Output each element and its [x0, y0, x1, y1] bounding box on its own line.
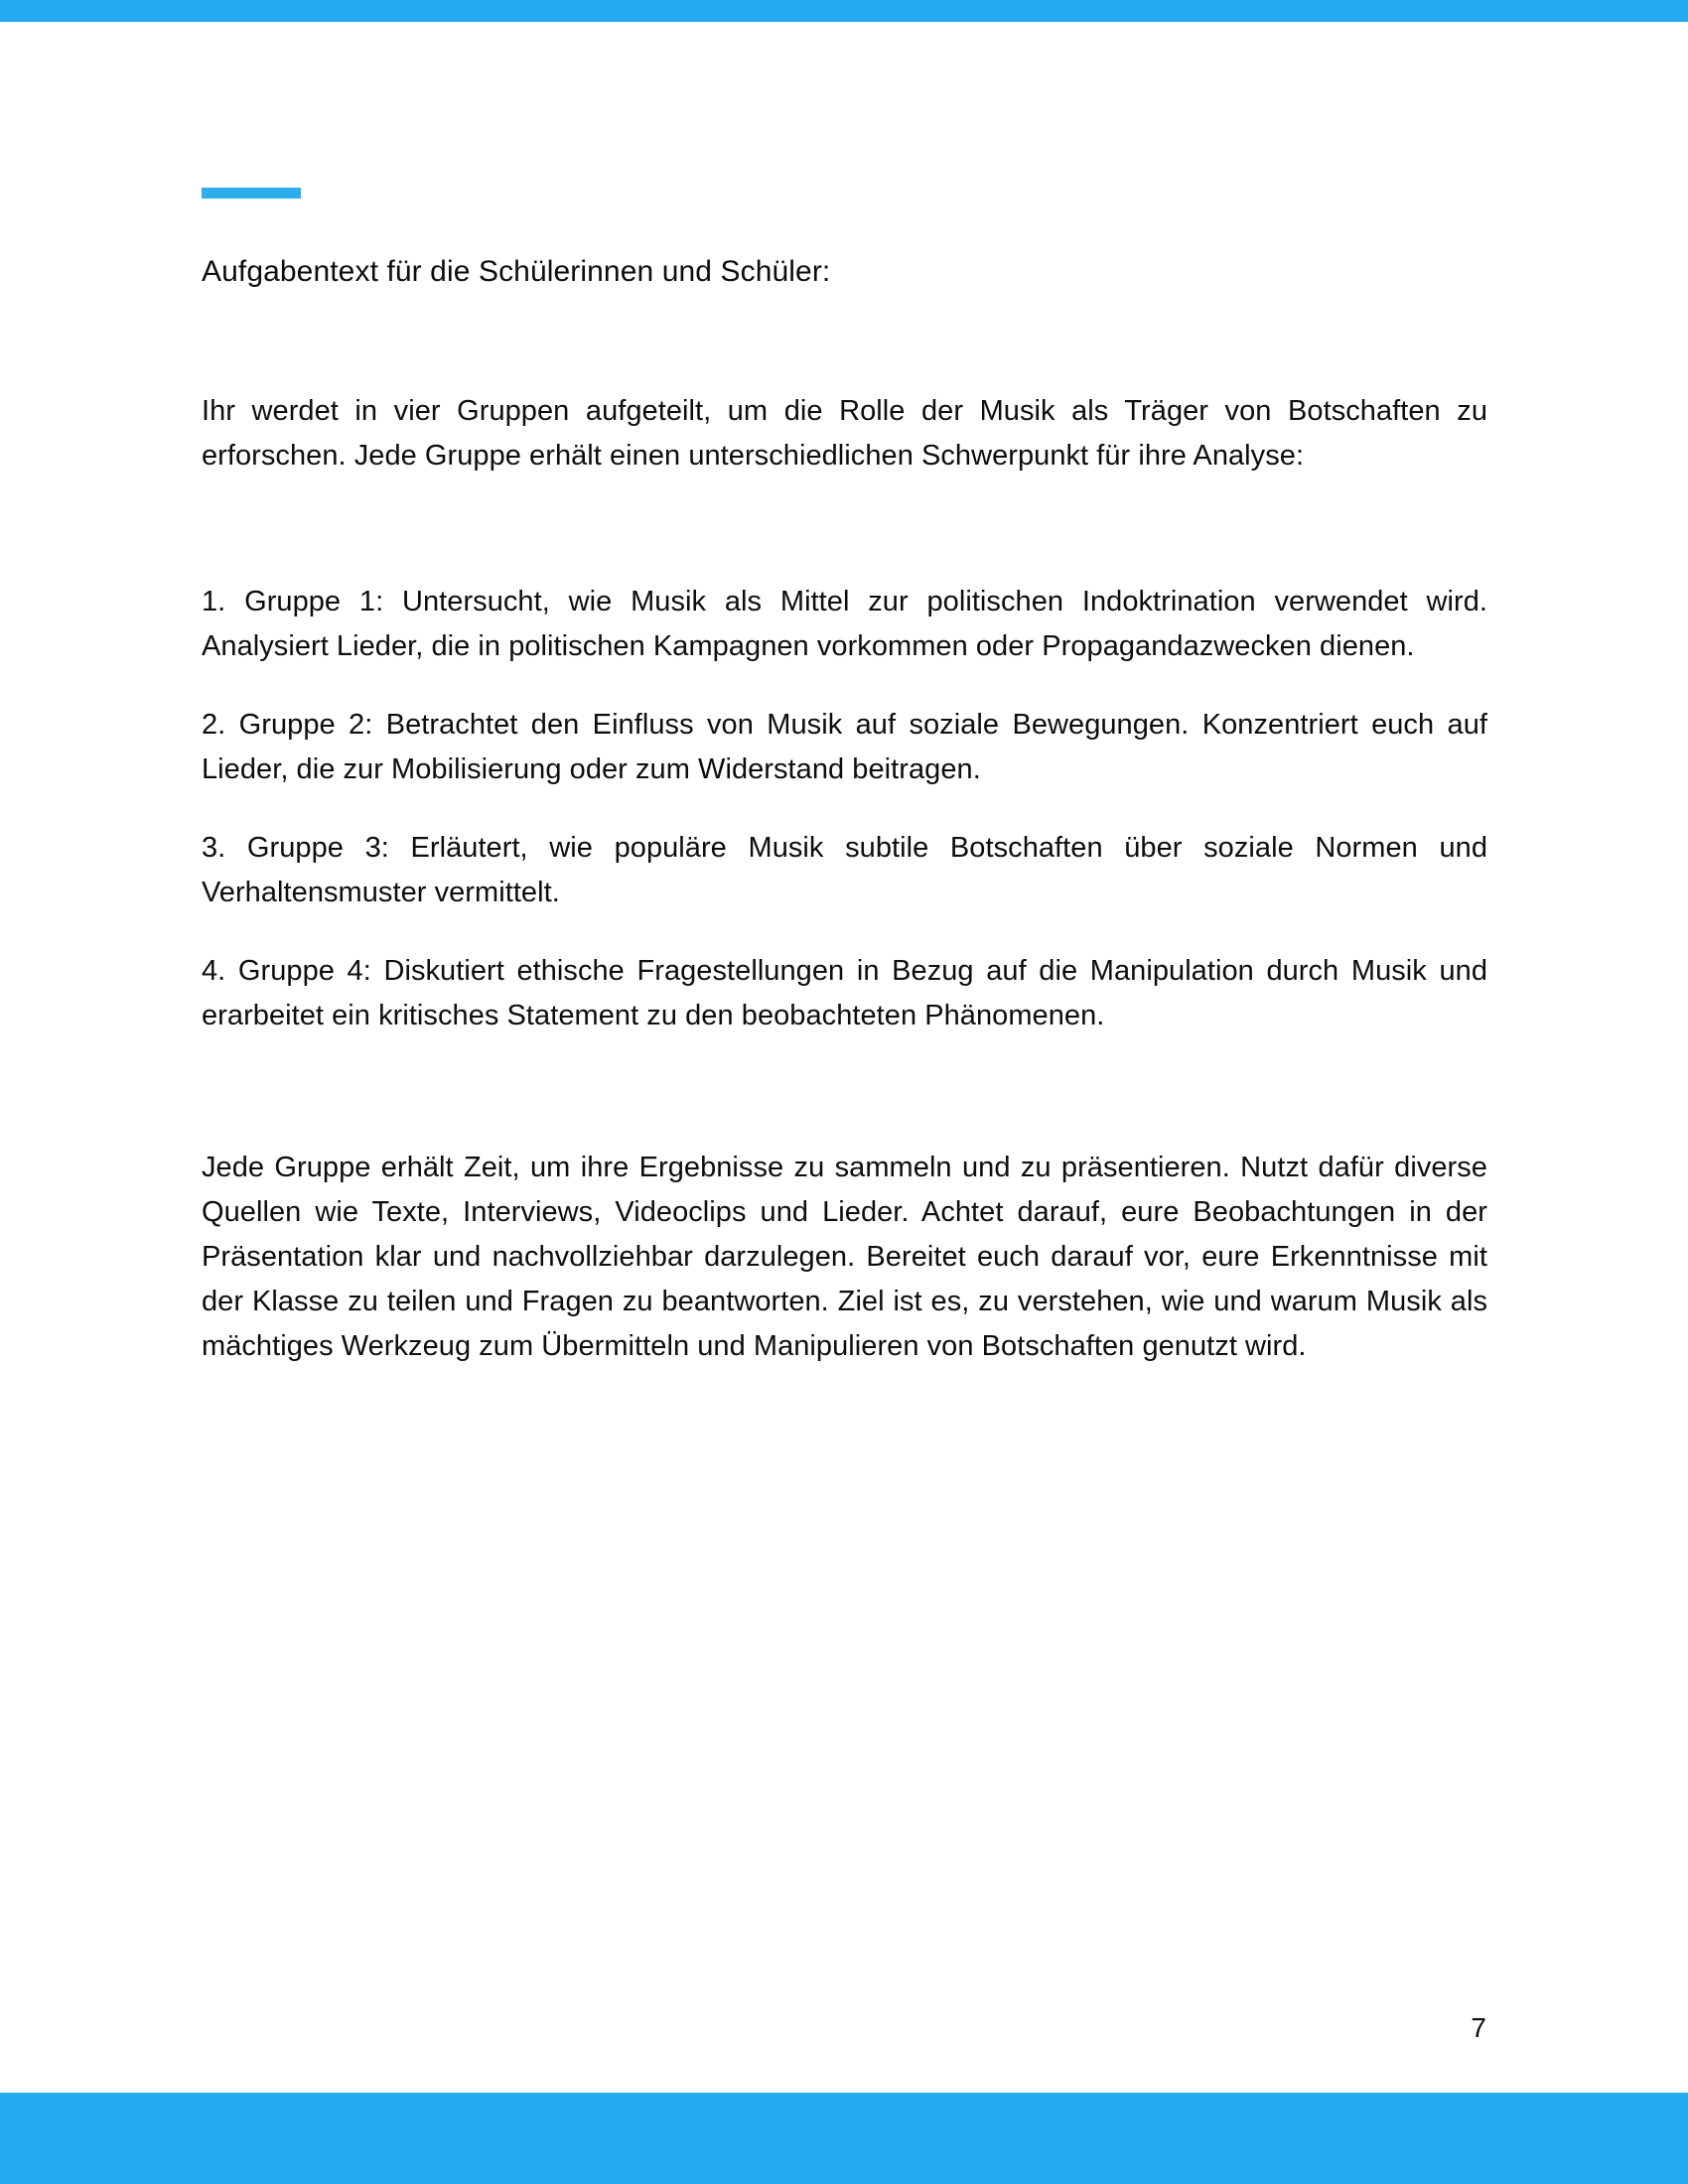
intro-paragraph: Ihr werdet in vier Gruppen aufgeteilt, um die Rolle der Musik als Träger von Botschaften zu erforschen. Jede Gruppe erhält einen unterschiedlichen Schwerpunkt für ihre Analyse: [202, 395, 1487, 472]
list-item: 3. Gruppe 3: Erläutert, wie populäre Musik subtile Botschaften über soziale Normen und Verhaltensmuster vermittelt. [202, 832, 1487, 908]
bottom-accent-bar [0, 2093, 1688, 2184]
closing-paragraph: Jede Gruppe erhält Zeit, um ihre Ergebnisse zu sammeln und zu präsentieren. Nutzt dafür diverse Quellen wie Texte, Interviews, Videoclips und Lieder. Achtet darauf, eure Beobachtungen in der Präsentation klar und nachvollziehbar darzulegen. Bereitet euch darauf vor, eure Erkenntnisse mit der Klasse zu teilen und Fragen zu beantworten. Ziel ist es, zu verstehen, wie und warum Musik als mächtiges Werkzeug zum Übermitteln und Manipulieren von Botschaften genutzt wird. [202, 1152, 1487, 1362]
closing-paragraph-block [202, 1146, 1487, 1369]
list-item: 2. Gruppe 2: Betrachtet den Einfluss von Musik auf soziale Bewegungen. Konzentriert euch auf Lieder, die zur Mobilisierung oder zum Widerstand beitragen. [202, 709, 1487, 785]
page-number: 7 [1471, 2012, 1486, 2043]
group-task-list [202, 580, 1487, 1038]
page-title: Aufgabentext für die Schülerinnen und Schüler: [202, 255, 831, 288]
intro-paragraph-block [202, 389, 1487, 478]
list-item: 1. Gruppe 1: Untersucht, wie Musik als Mittel zur politischen Indoktrination verwendet wird. Analysiert Lieder, die in politischen Kampagnen vorkommen oder Propagandazwecken dienen. [202, 586, 1487, 662]
top-accent-bar [0, 0, 1688, 22]
list-item: 4. Gruppe 4: Diskutiert ethische Fragestellungen in Bezug auf die Manipulation durch Musik und erarbeitet ein kritisches Statement zu den beobachteten Phänomenen. [202, 955, 1487, 1031]
document-content [202, 250, 1487, 1369]
heading-accent-dash [202, 188, 301, 199]
